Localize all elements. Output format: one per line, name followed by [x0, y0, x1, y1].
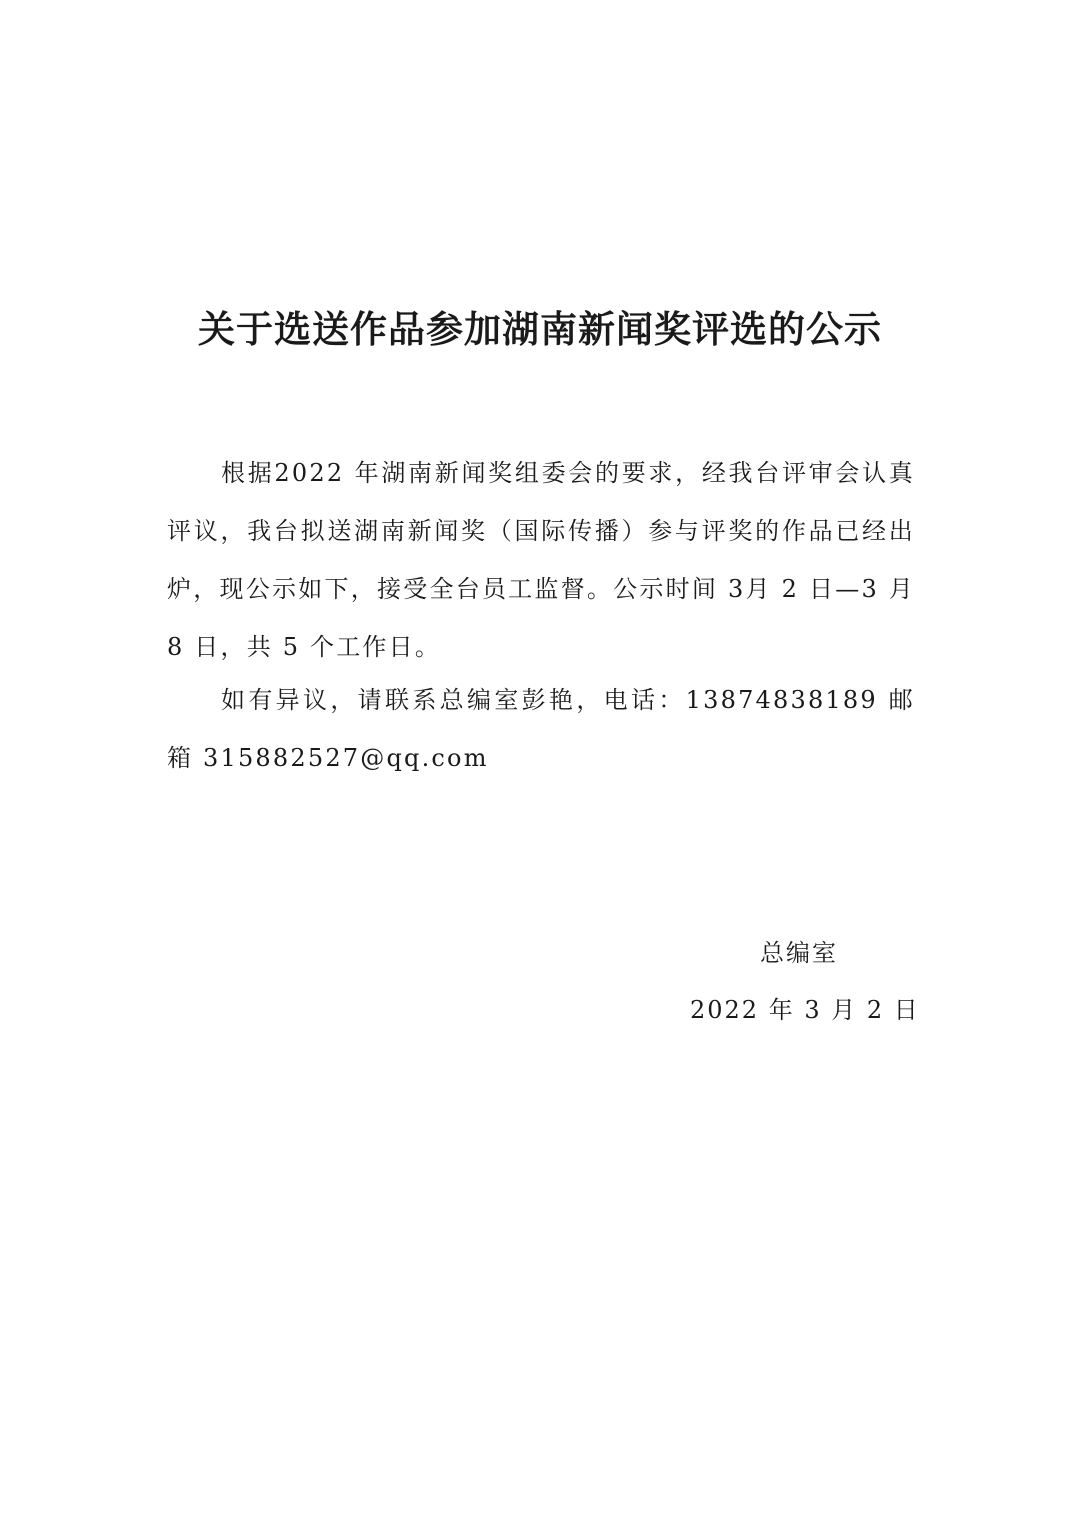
paragraph-contact: 如有异议，请联系总编室彭艳，电话：13874838189 邮箱 315882527@qq.com [167, 686, 915, 772]
paragraph-announcement: 根据2022 年湖南新闻奖组委会的要求，经我台评审会认真评议，我台拟送湖南新闻奖（国际传播）参与评奖的作品已经出炉，现公示如下，接受全台员工监督。公示时间 3月 2 日—3 月 8 日，共 5 个工作日。 [167, 459, 915, 661]
signature-date: 2022 年 3 月 2 日 [690, 996, 920, 1024]
signature-organization: 总编室 [760, 939, 838, 967]
document-title: 关于选送作品参加湖南新闻奖评选的公示 [198, 308, 882, 351]
